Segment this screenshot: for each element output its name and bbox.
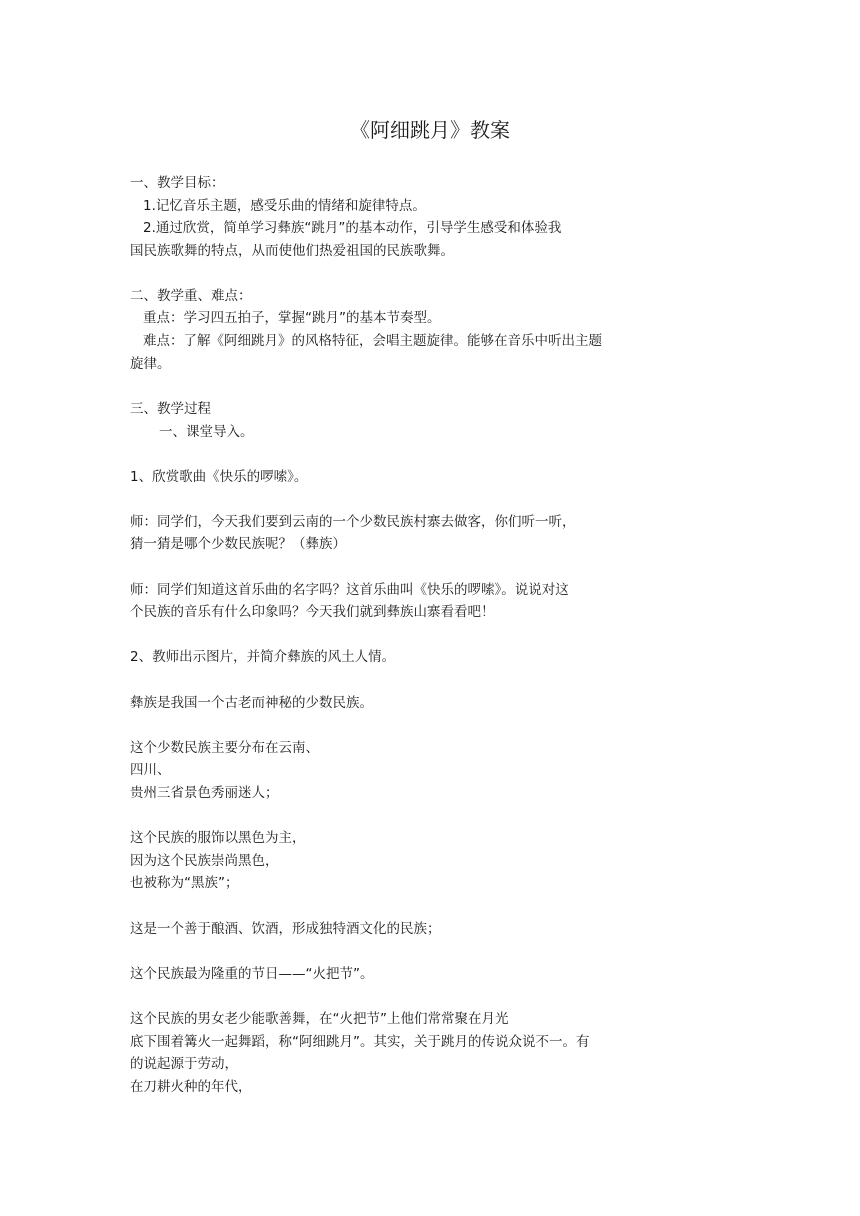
text-line: 师：同学们知道这首乐曲的名字吗？这首乐曲叫《快乐的啰嗦》。说说对这 xyxy=(130,582,569,598)
text-line: 师：同学们，今天我们要到云南的一个少数民族村寨去做客，你们听一听， xyxy=(130,514,576,530)
text-line: 1.记忆音乐主题，感受乐曲的情绪和旋律特点。 xyxy=(143,198,426,214)
text-line: 一、教学目标： xyxy=(130,175,225,191)
text-line: 猜一猜是哪个少数民族呢？（彝族） xyxy=(130,536,346,552)
text-line: 重点：学习四五拍子，掌握“跳月”的基本节奏型。 xyxy=(143,310,441,326)
text-line: 在刀耕火种的年代， xyxy=(130,1079,252,1095)
text-line: 这个民族的男女老少能歌善舞，在“火把节”上他们常常聚在月光 xyxy=(130,1011,509,1027)
text-line: 贵州三省景色秀丽迷人； xyxy=(130,785,279,801)
text-line: 这个少数民族主要分布在云南、 xyxy=(130,740,319,756)
text-line: 2.通过欣赏，简单学习彝族“跳月”的基本动作，引导学生感受和体验我 xyxy=(143,220,562,236)
text-line: 二、教学重、难点： xyxy=(130,288,252,304)
text-line: 一、课堂导入。 xyxy=(159,424,254,440)
text-line: 2、教师出示图片，并简介彝族的风土人情。 xyxy=(130,649,396,665)
document-title: 《阿细跳月》教案 xyxy=(350,118,510,142)
text-line: 三、教学过程 xyxy=(130,401,211,417)
text-line: 这个民族的服饰以黑色为主， xyxy=(130,830,306,846)
text-line: 的说起源于劳动， xyxy=(130,1056,238,1072)
text-line: 个民族的音乐有什么印象吗？今天我们就到彝族山寨看看吧！ xyxy=(130,604,495,620)
text-line: 1、欣赏歌曲《快乐的啰嗦》。 xyxy=(130,469,308,485)
text-line: 也被称为“黑族”； xyxy=(130,875,239,891)
text-line: 国民族歌舞的特点，从而使他们热爱祖国的民族歌舞。 xyxy=(130,243,454,259)
text-line: 彝族是我国一个古老而神秘的少数民族。 xyxy=(130,695,373,711)
text-line: 这是一个善于酿酒、饮酒，形成独特酒文化的民族； xyxy=(130,921,441,937)
text-line: 旋律。 xyxy=(130,356,171,372)
text-line: 这个民族最为隆重的节日——“火把节”。 xyxy=(130,966,374,982)
text-line: 因为这个民族崇尚黑色， xyxy=(130,853,279,869)
text-line: 底下围着篝火一起舞蹈，称“阿细跳月”。其实，关于跳月的传说众说不一。有 xyxy=(130,1034,590,1050)
text-line: 难点：了解《阿细跳月》的风格特征，会唱主题旋律。能够在音乐中听出主题 xyxy=(143,333,602,349)
text-line: 四川、 xyxy=(130,762,171,778)
